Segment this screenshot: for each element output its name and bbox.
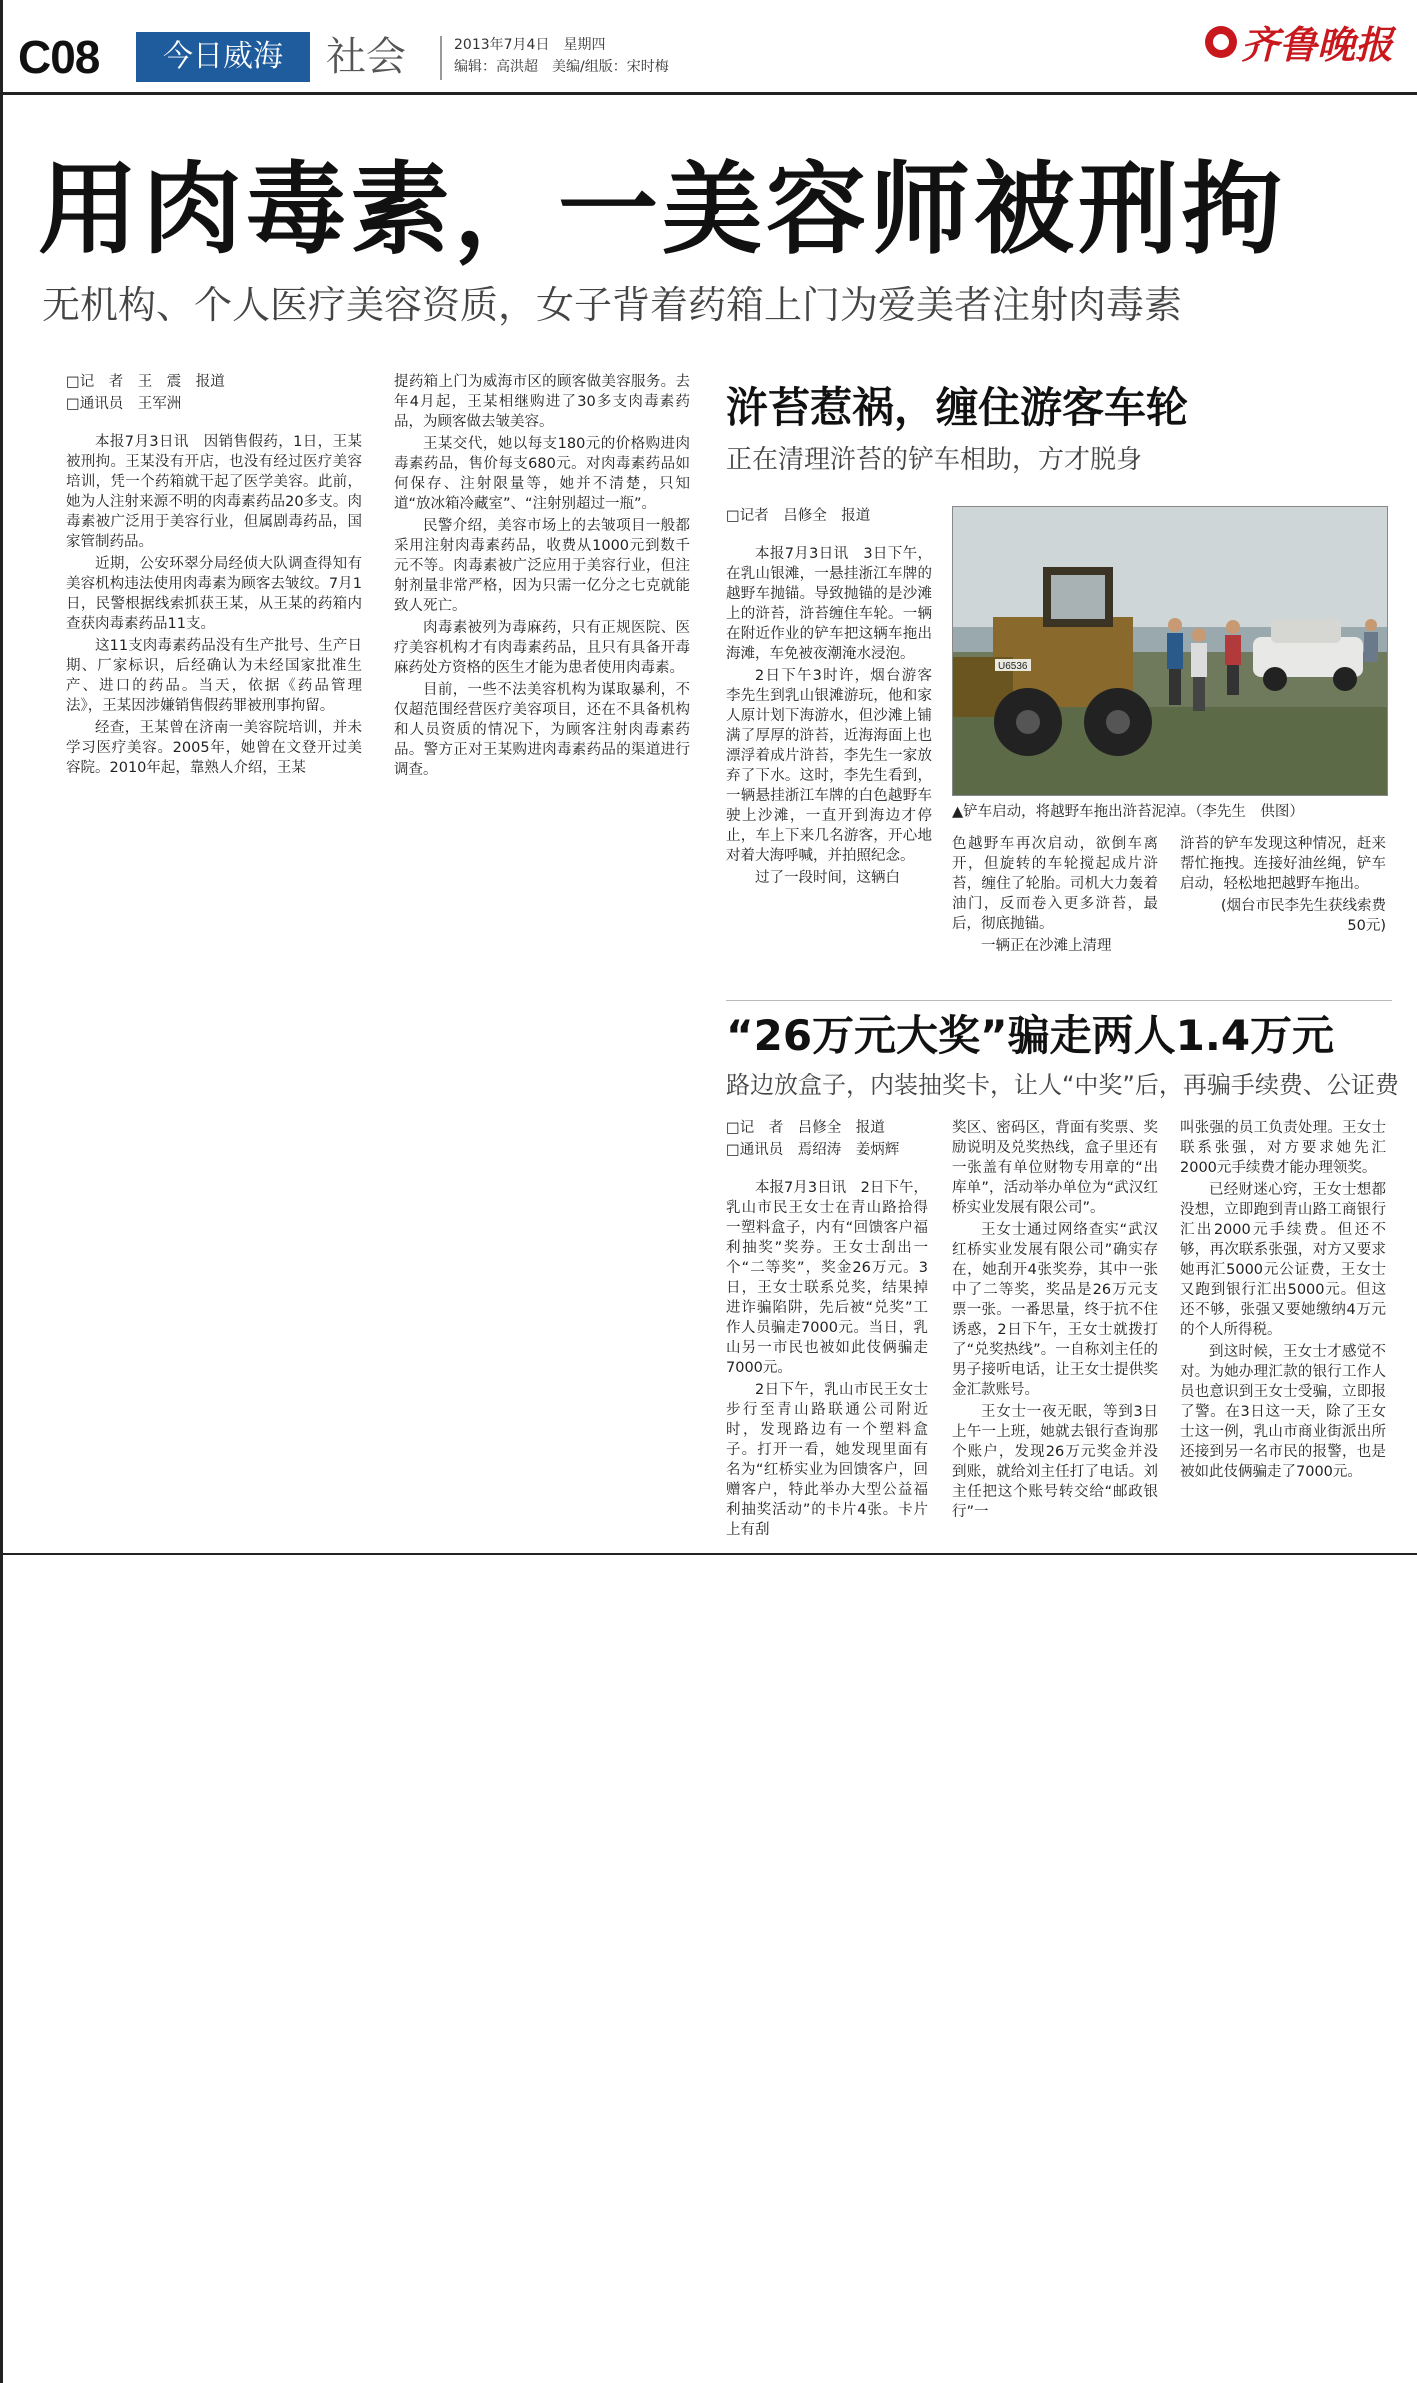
story3-subtitle: 路边放盒子，内装抽奖卡，让人“中奖”后，再骗手续费、公证费 — [726, 1071, 1399, 1099]
story2-photo — [952, 506, 1388, 796]
story3-paragraph: 王女士一夜无眠，等到3日上午一上班，她就去银行查询那个账户，发现26万元奖金并没到账，就给刘主任打了电话。刘主任把这个账号转交给“邮政银行”一 — [952, 1404, 1158, 1520]
section-name: 社会 — [326, 34, 406, 80]
story1-paragraph: 目前，一些不法美容机构为谋取暴利，不仅超范围经营医疗美容项目，还在不具备机构和人员资质的情况下，为顾客注射肉毒素药品。警方正对王某购进肉毒素药品的渠道进行调查。 — [394, 682, 690, 778]
story1-paragraph: 王某交代，她以每支180元的价格购进肉毒素药品，售价每支680元。对肉毒素药品如何保存、注射限量等，她并不清楚，只知道“放冰箱冷藏室”、“注射别超过一瓶”。 — [394, 436, 690, 512]
story1-byline — [66, 372, 362, 414]
story1-paragraph: 近期，公安环翠分局经侦大队调查得知有美容机构违法使用肉毒素为顾客去皱纹。7月1日，民警根据线索抓获王某，从王某的药箱内查获肉毒素药品11支。 — [66, 556, 362, 632]
story2-tip-note: (烟台市民李先生获线索费50元) — [1220, 898, 1386, 934]
page-left-border — [0, 0, 3, 2383]
story2-subtitle: 正在清理浒苔的铲车相助，方才脱身 — [726, 445, 1143, 475]
story2-title: 浒苔惹祸，缠住游客车轮 — [726, 383, 1189, 432]
story2-paragraph: 一辆正在沙滩上清理 — [981, 938, 1112, 954]
story2-paragraph: 过了一段时间，这辆白 — [755, 870, 900, 886]
header-rule — [0, 92, 1417, 95]
story1-byline-reporter: □记 者 王 震 报道 — [66, 374, 225, 390]
story-divider — [726, 1000, 1392, 1001]
story3-paragraph: 本报7月3日讯 2日下午，乳山市民王女士在青山路拾得一塑料盒子，内有“回馈客户福利抽奖”奖券。王女士刮出一个“二等奖”，奖金26万元。3日，王女士联系兑奖，结果掉进诈骗陷阱，先后被“兑奖”工作人员骗走7000元。当日，乳山另一市民也被如此伎俩骗走7000元。 — [726, 1180, 928, 1376]
date-line: 2013年7月4日 星期四 — [454, 37, 606, 53]
story2-paragraph: 色越野车再次启动，欲倒车离开，但旋转的车轮搅起成片浒苔，缠住了轮胎。司机大力轰着油门，反而卷入更多浒苔，最后，彻底抛锚。 — [952, 836, 1158, 932]
svg-text:U6536: U6536 — [998, 661, 1028, 672]
story3-paragraph: 奖区、密码区，背面有奖票、奖励说明及兑奖热线，盒子里还有一张盖有单位财物专用章的“出库单”，活动举办单位为“武汉红桥实业发展有限公司”。 — [952, 1120, 1158, 1216]
story3-byline-reporter: □记 者 吕修全 报道 — [726, 1120, 885, 1136]
main-subhead: 无机构、个人医疗美容资质，女子背着药箱上门为爱美者注射肉毒素 — [42, 283, 1183, 327]
story2-paragraph: 2日下午3时许，烟台游客李先生到乳山银滩游玩，他和家人原计划下海游水，但沙滩上铺满了厚厚的浒苔，近海海面上也漂浮着成片浒苔，李先生一家放弃了下水。这时，李先生看到，一辆悬挂浙江车牌的白色越野车驶上沙滩，一直开到海边才停止，车上下来几名游客，开心地对着大海呼喊，并拍照纪念。 — [726, 668, 932, 864]
content-bottom-rule — [0, 1553, 1417, 1555]
story3-paragraph: 叫张强的员工负责处理。王女士联系张强，对方要求她先汇2000元手续费才能办理领奖。 — [1180, 1120, 1386, 1176]
story3-column-3 — [1180, 1118, 1386, 1484]
story2-column-1 — [726, 506, 932, 890]
story1-paragraph: 经查，王某曾在济南一美容院培训，并未学习医疗美容。2005年，她曾在文登开过美容院。2010年起，靠熟人介绍，王某 — [66, 720, 362, 776]
editor-line: 编辑：高洪超 美编/组版：宋时梅 — [454, 59, 669, 75]
story2-paragraph: 本报7月3日讯 3日下午，在乳山银滩，一悬挂浙江车牌的越野车抛锚。导致抛锚的是沙滩上的浒苔，浒苔缠住车轮。一辆在附近作业的铲车把这辆车拖出海滩，车免被夜潮淹水浸泡。 — [726, 546, 932, 662]
logo-text: 齐鲁晚报 — [1240, 22, 1393, 67]
story3-column-1 — [726, 1118, 928, 1542]
story3-paragraph: 到这时候，王女士才感觉不对。为她办理汇款的银行工作人员也意识到王女士受骗，立即报了警。在3日这一天，除了王女士这一例，乳山市商业街派出所还接到另一名市民的报警，也是被如此伎俩骗走了7000元。 — [1180, 1344, 1386, 1480]
main-headline: 用肉毒素，一美容师被刑拘 — [38, 151, 1286, 268]
story3-paragraph: 王女士通过网络查实“武汉红桥实业发展有限公司”确实存在，她刮开4张奖券，其中一张中了二等奖，奖品是26万元支票一张。一番思量，终于抗不住诱惑，2日下午，王女士就拨打了“兑奖热线”。一自称刘主任的男子接听电话，让王女士提供奖金汇款账号。 — [952, 1222, 1158, 1398]
header-meta — [454, 34, 669, 78]
story1-paragraph: 提药箱上门为威海市区的顾客做美容服务。去年4月起，王某相继购进了30多支肉毒素药品，为顾客做去皱美容。 — [394, 374, 690, 430]
story1-paragraph: 民警介绍，美容市场上的去皱项目一般都采用注射肉毒素药品，收费从1000元到数千元不等。肉毒素被广泛应用于美容行业，但注射剂量非常严格，因为只需一亿分之七克就能致人死亡。 — [394, 518, 690, 614]
story1-column-2 — [394, 372, 690, 782]
story1-paragraph: 这11支肉毒素药品没有生产批号、生产日期、厂家标识，后经确认为未经国家批准生产、进口的药品。当天，依据《药品管理法》，王某因涉嫌销售假药罪被刑事拘留。 — [66, 638, 362, 714]
story1-paragraph: 肉毒素被列为毒麻药，只有正规医院、医疗美容机构才有肉毒素药品，且只有具备开毒麻药处方资格的医生才能为患者使用肉毒素。 — [394, 620, 690, 676]
page-number: C08 — [18, 31, 100, 83]
newspaper-logo — [1205, 14, 1393, 69]
story1-byline-correspondent: □通讯员 王军洲 — [66, 396, 182, 412]
story3-column-2 — [952, 1118, 1158, 1524]
story3-byline-correspondent: □通讯员 焉绍涛 姜炳辉 — [726, 1142, 900, 1158]
story3-paragraph: 已经财迷心窍，王女士想都没想，立即跑到青山路工商银行汇出2000元手续费。但还不够，再次联系张强，对方又要求她再汇5000元公证费，王女士又跑到银行汇出5000元。但这还不够，张强又要她缴纳4万元的个人所得税。 — [1180, 1182, 1386, 1338]
header-separator — [440, 36, 442, 80]
story3-paragraph: 2日下午，乳山市民王女士步行至青山路联通公司附近时，发现路边有一个塑料盒子。打开一看，她发现里面有名为“红桥实业为回馈客户，回赠客户，特此举办大型公益福利抽奖活动”的卡片4张。卡片上有刮 — [726, 1382, 928, 1538]
story2-column-2 — [952, 834, 1158, 958]
story3-byline — [726, 1118, 928, 1160]
story1-paragraph: 本报7月3日讯 因销售假药，1日，王某被刑拘。王某没有开店，也没有经过医疗美容培训，凭一个药箱就干起了医学美容。此前，她为人注射来源不明的肉毒素药品20多支。肉毒素被广泛用于美容行业，但属剧毒药品，国家管制药品。 — [66, 434, 362, 550]
story2-column-3 — [1180, 834, 1386, 938]
story2-photo-caption: ▲铲车启动，将越野车拖出浒苔泥淖。（李先生 供图） — [952, 804, 1304, 820]
edition-band: 今日威海 — [136, 32, 310, 82]
story2-paragraph: 浒苔的铲车发现这种情况，赶来帮忙拖拽。连接好油丝绳，铲车启动，轻松地把越野车拖出。 — [1180, 836, 1386, 892]
logo-mark-icon — [1205, 26, 1237, 58]
story2-byline: □记者 吕修全 报道 — [726, 508, 871, 524]
story2-byline-block — [726, 506, 932, 526]
story3-title: “26万元大奖”骗走两人1.4万元 — [726, 1011, 1335, 1060]
bulldozer-beach-photo — [953, 507, 1387, 795]
story1-column-1 — [66, 372, 362, 780]
